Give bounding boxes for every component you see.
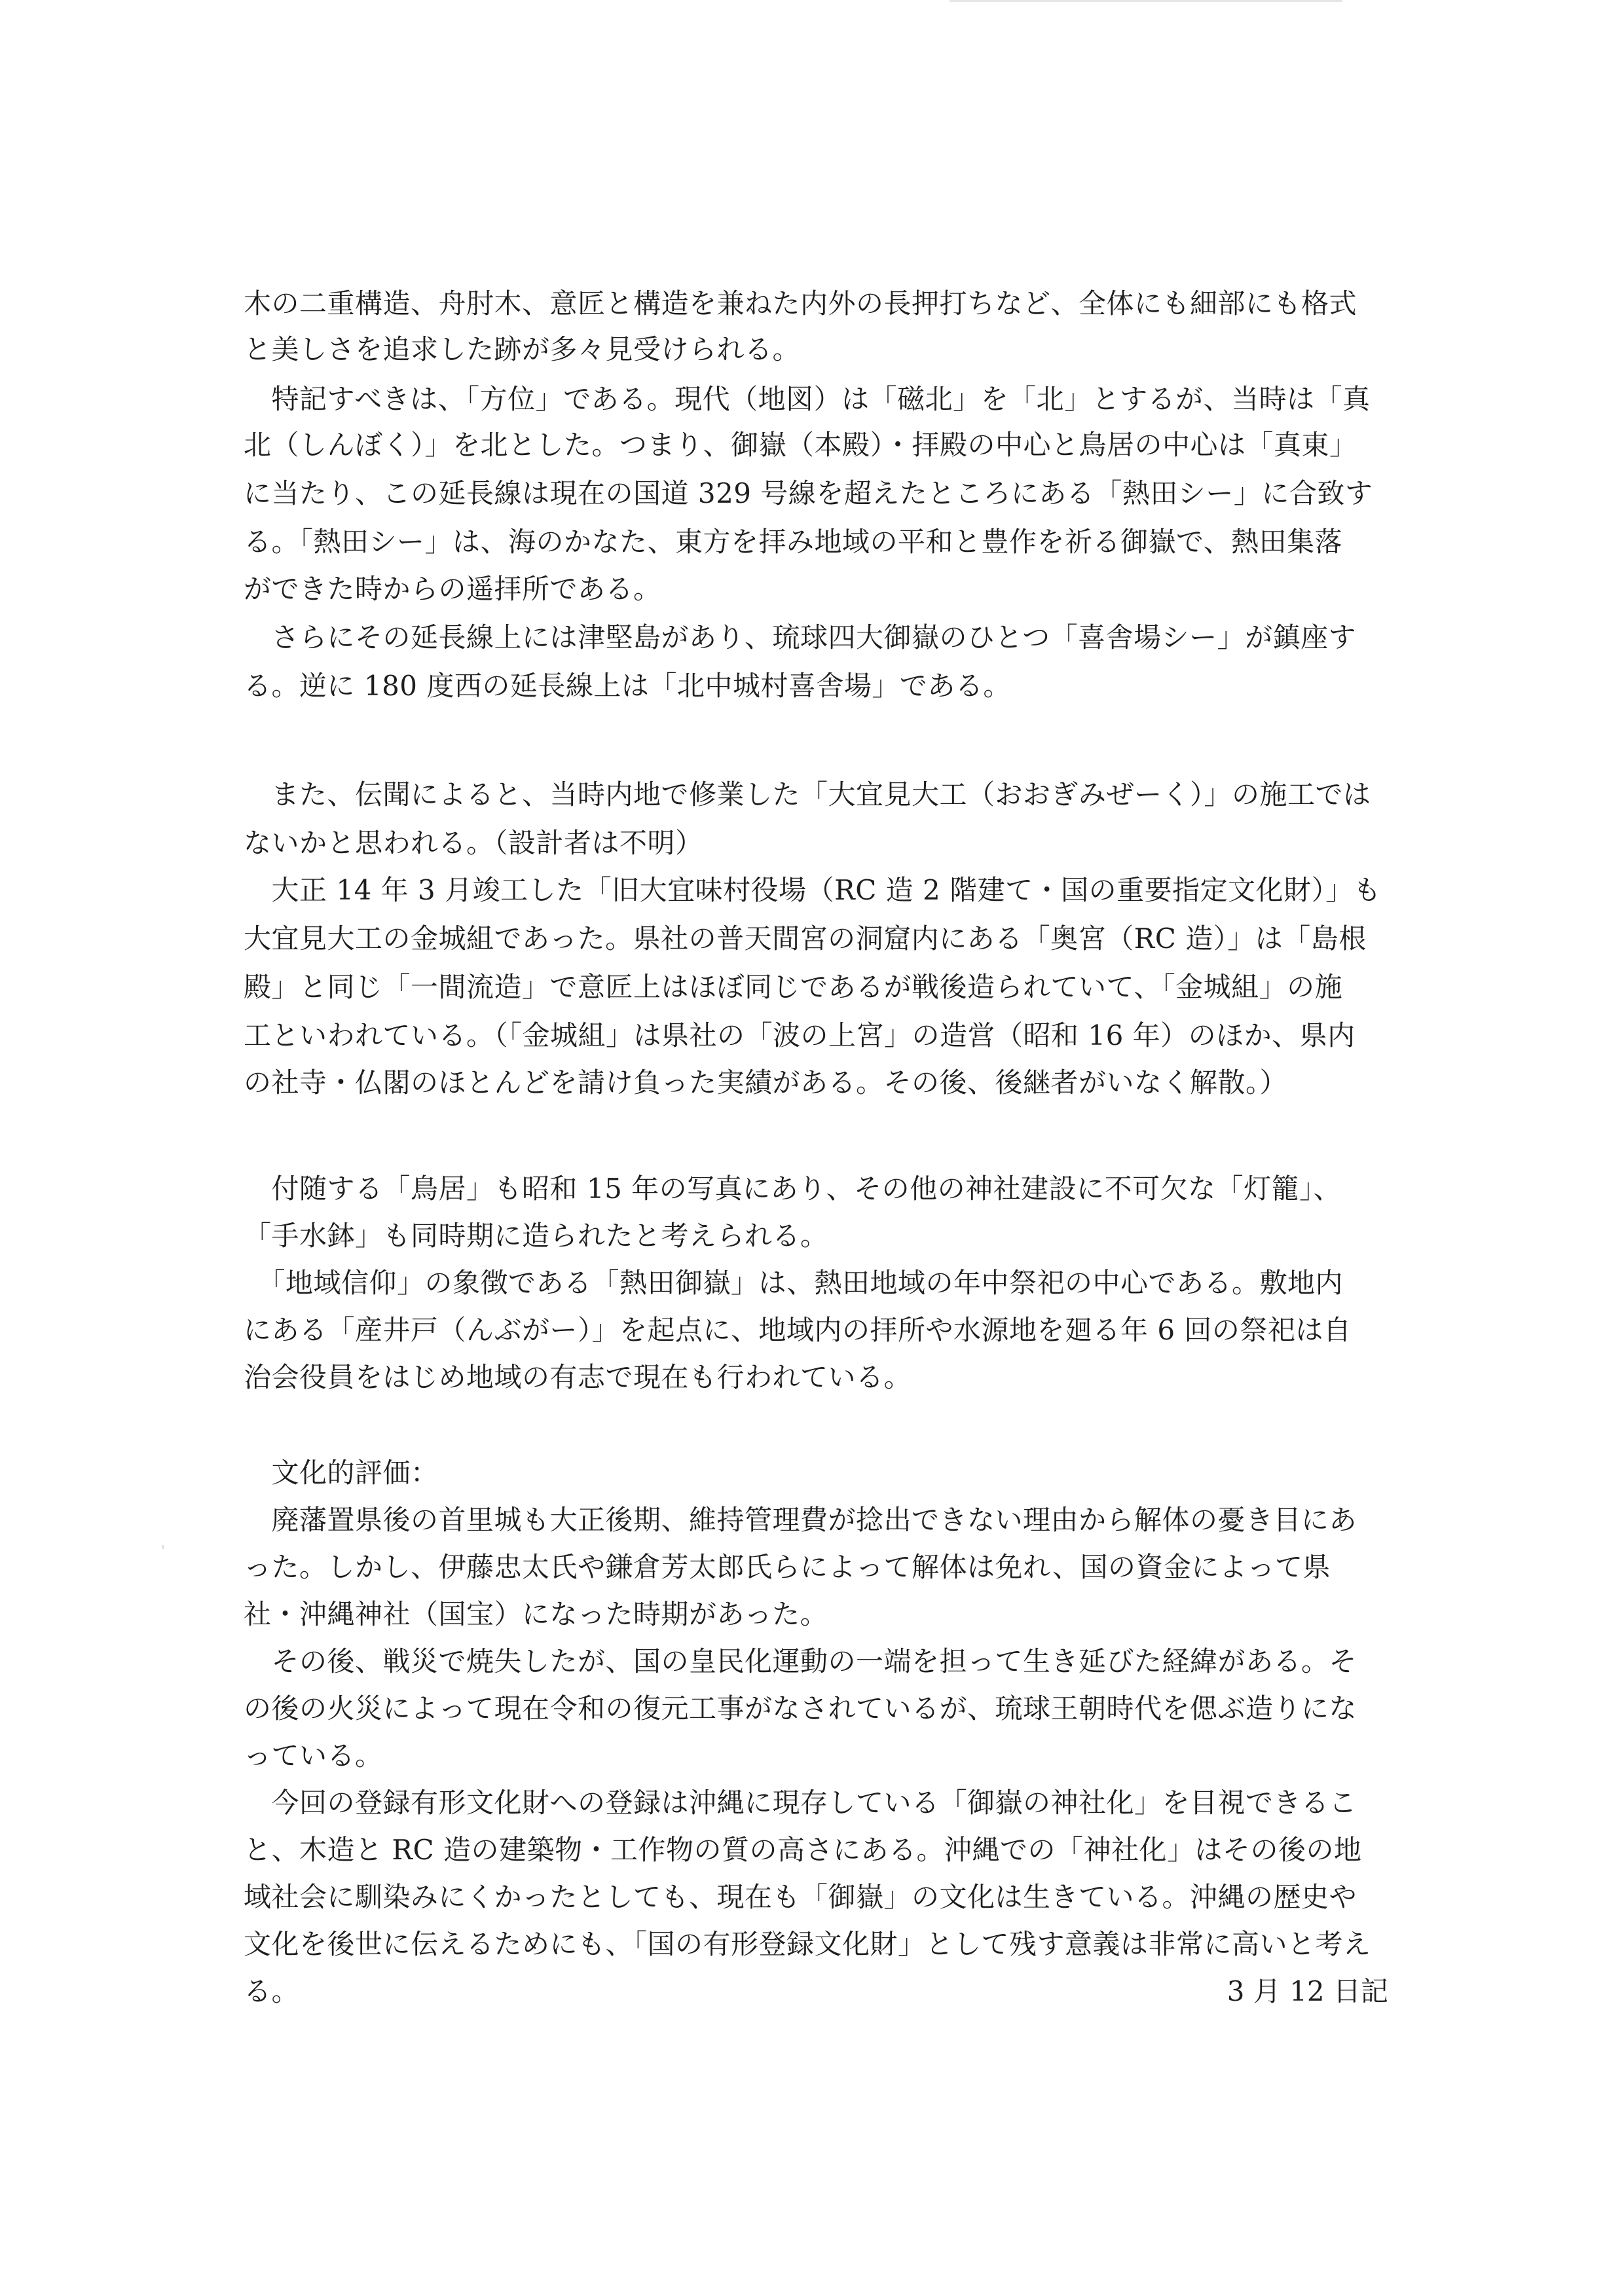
text-line: また、伝聞によると、当時内地で修業した「大宜見大工（おおぎみぜーく）」の施工では bbox=[244, 778, 1371, 811]
text-line: 今回の登録有形文化財への登録は沖縄に現存している「御嶽の神社化」を目視できるこ bbox=[244, 1787, 1357, 1819]
text-line: 大宜見大工の金城組であった。県社の普天間宮の洞窟内にある「奥宮（RC 造）」は「島根 bbox=[244, 922, 1367, 955]
text-line: 「地域信仰」の象徴である「熱田御嶽」は、熱田地域の年中祭祀の中心である。敷地内 bbox=[244, 1267, 1344, 1299]
document-date: 3 月 12 日記 bbox=[1227, 1975, 1388, 2007]
text-line: と、木造と RC 造の建築物・工作物の質の高さにある。沖縄での「神社化」はその後の地 bbox=[244, 1834, 1362, 1866]
text-line: に当たり、この延長線は現在の国道 329 号線を超えたところにある「熱田シー」に合致す bbox=[244, 477, 1373, 509]
text-line: 殿」と同じ「一間流造」で意匠上はほぼ同じであるが戦後造られていて、「金城組」の施 bbox=[244, 971, 1343, 1003]
text-line: ができた時からの遥拝所である。 bbox=[244, 573, 661, 605]
text-line: る。「熱田シー」は、海のかなた、東方を拝み地域の平和と豊作を祈る御嶽で、熱田集落 bbox=[244, 526, 1343, 558]
text-line: る。逆に 180 度西の延長線上は「北中城村喜舎場」である。 bbox=[244, 670, 1011, 702]
text-line: 「手水鉢」も同時期に造られたと考えられる。 bbox=[244, 1220, 828, 1252]
text-line: 工といわれている。（「金城組」は県社の「波の上宮」の造営（昭和 16 年）のほか、県内 bbox=[244, 1019, 1356, 1051]
text-line: の後の火災によって現在令和の復元工事がなされているが、琉球王朝時代を偲ぶ造りにな bbox=[244, 1692, 1357, 1724]
text-line: 北（しんぼく）」を北とした。つまり、御嶽（本殿）・拝殿の中心と鳥居の中心は「真東」 bbox=[244, 429, 1357, 461]
text-line: 大正 14 年 3 月竣工した「旧大宜味村役場（RC 造 2 階建て・国の重要指定文化財）」も bbox=[244, 874, 1382, 906]
scan-edge-mark bbox=[950, 0, 1342, 2]
text-line: 域社会に馴染みにくかったとしても、現在も「御嶽」の文化は生きている。沖縄の歴史や bbox=[244, 1881, 1357, 1913]
text-line: さらにその延長線上には津堅島があり、琉球四大御嶽のひとつ「喜舎場シー」が鎮座す bbox=[244, 621, 1357, 653]
text-line: った。しかし、伊藤忠太氏や鎌倉芳太郎氏らによって解体は免れ、国の資金によって県 bbox=[244, 1551, 1331, 1583]
text-line: 廃藩置県後の首里城も大正後期、維持管理費が捻出できない理由から解体の憂き目にあ bbox=[244, 1504, 1357, 1536]
text-line: その後、戦災で焼失したが、国の皇民化運動の一端を担って生き延びた経緯がある。そ bbox=[244, 1645, 1357, 1677]
text-line: っている。 bbox=[244, 1740, 383, 1772]
text-line: と美しさを追求した跡が多々見受けられる。 bbox=[244, 333, 801, 365]
text-line: 治会役員をはじめ地域の有志で現在も行われている。 bbox=[244, 1361, 912, 1393]
text-line: 文化を後世に伝えるためにも、「国の有形登録文化財」として残す意義は非常に高いと考え bbox=[244, 1928, 1371, 1960]
text-line: にある「産井戸（んぶがー）」を起点に、地域内の拝所や水源地を廻る年 6 回の祭祀は自 bbox=[244, 1314, 1352, 1346]
section-heading: 文化的評価： bbox=[244, 1457, 439, 1489]
text-line: の社寺・仏閣のほとんどを請け負った実績がある。その後、後継者がいなく解散。） bbox=[244, 1066, 1288, 1099]
text-line: 木の二重構造、舟肘木、意匠と構造を兼ねた内外の長押打ちなど、全体にも細部にも格式 bbox=[244, 287, 1357, 319]
scan-dust-mark bbox=[162, 1545, 164, 1549]
text-line: 特記すべきは、「方位」である。現代（地図）は「磁北」を「北」とするが、当時は「真 bbox=[244, 383, 1371, 415]
text-line: 社・沖縄神社（国宝）になった時期があった。 bbox=[244, 1598, 828, 1630]
text-line: る。 bbox=[244, 1975, 300, 2007]
text-line: 付随する「鳥居」も昭和 15 年の写真にあり、その他の神社建設に不可欠な「灯籠」、 bbox=[244, 1173, 1342, 1205]
text-line: ないかと思われる。（設計者は不明） bbox=[244, 827, 703, 859]
